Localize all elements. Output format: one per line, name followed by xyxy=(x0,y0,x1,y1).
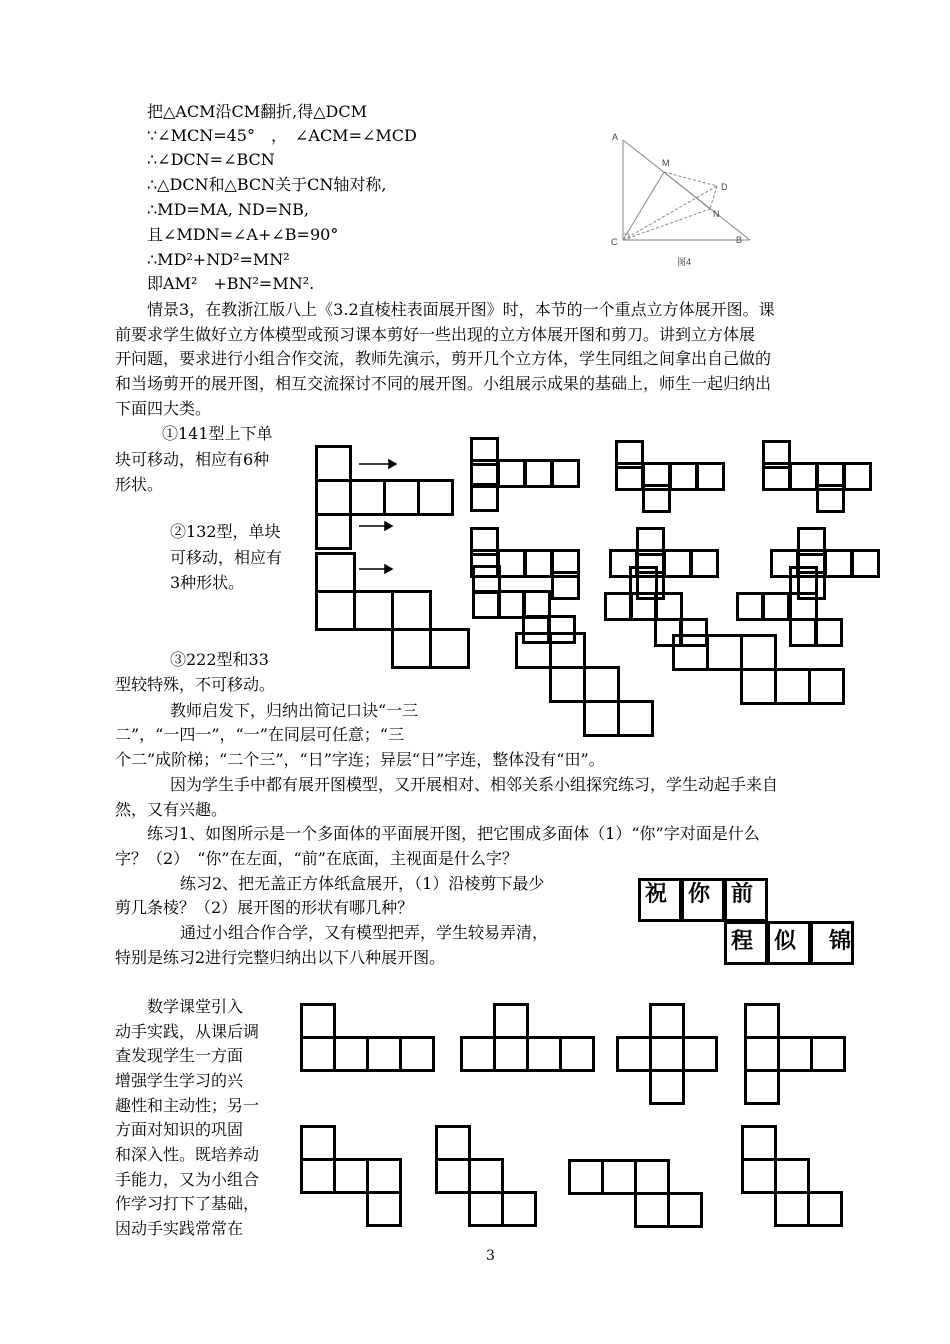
type132-label: 可移动，相应有 xyxy=(170,548,283,567)
paragraph-line: 和深入性。既培养动 xyxy=(115,1145,260,1164)
arrow-icons xyxy=(357,455,397,585)
paragraph-line: 动手实践，从课后调 xyxy=(115,1022,260,1041)
net-cell: 前 xyxy=(724,878,768,922)
paragraph-line: 下面四大类。 xyxy=(115,399,212,418)
paragraph-line: 开问题，要求进行小组合作交流，教师先演示，剪开几个立方体，学生同组之间拿出自己做的 xyxy=(115,349,772,368)
label-b: B xyxy=(736,235,743,245)
model-line: 因为学生手中都有展开图模型，又开展相对、相邻关系小组探究练习，学生动起手来自 xyxy=(170,775,779,794)
paragraph-line: 趣性和主动性；另一 xyxy=(115,1096,260,1115)
label-c: C xyxy=(611,237,618,247)
exercise1-line: 练习1、如图所示是一个多面体的平面展开图，把它围成多面体（1）“你”字对面是什么 xyxy=(147,824,760,843)
net-cell: 锦 xyxy=(810,921,854,965)
label-m: M xyxy=(662,158,670,168)
proof-line: 且∠MDN=∠A+∠B=90° xyxy=(147,225,339,244)
net-cell: 祝 xyxy=(638,878,682,922)
proof-line: ∵∠MCN=45° ， ∠ACM=∠MCD xyxy=(147,126,417,145)
paragraph-line: 数学课堂引入 xyxy=(147,997,244,1016)
model-line: 然，又有兴趣。 xyxy=(115,800,228,819)
type222-label: ③222型和33 xyxy=(170,650,269,669)
paragraph-line: 查发现学生一方面 xyxy=(115,1046,244,1065)
proof-line: 即AM² +BN²=MN². xyxy=(147,274,315,293)
paragraph-line: 增强学生学习的兴 xyxy=(115,1071,244,1090)
rhyme-line: 二”，“一四一”，“一”在同层可任意；“三 xyxy=(115,725,405,744)
type132-label: ②132型，单块 xyxy=(170,522,281,541)
label-d: D xyxy=(721,182,728,192)
page-number: 3 xyxy=(486,1248,495,1264)
group-line: 通过小组合作合学，又有模型把弄，学生较易弄清， xyxy=(180,923,549,942)
exercise1-line: 字？（2） “你”在左面，“前”在底面，主视面是什么字？ xyxy=(115,849,518,868)
net-cell: 程 xyxy=(724,921,768,965)
paragraph-line: 情景3，在教浙江版八上《3.2直棱柱表面展开图》时，本节的一个重点立方体展开图。课 xyxy=(147,300,775,319)
paragraph-line: 手能力，又为小组合 xyxy=(115,1170,260,1189)
group-line: 特别是练习2进行完整归纳出以下八种展开图。 xyxy=(115,948,446,967)
net-cell: 你 xyxy=(681,878,725,922)
type141-label: 块可移动，相应有6种 xyxy=(115,450,270,469)
paragraph-line: 方面对知识的巩固 xyxy=(115,1120,244,1139)
paragraph-line: 作学习打下了基础， xyxy=(115,1194,260,1213)
proof-line: 把△ACM沿CM翻折,得△DCM xyxy=(147,102,367,121)
type132-label: 3种形状。 xyxy=(170,573,245,592)
proof-line: ∴∠DCN=∠BCN xyxy=(147,150,275,169)
label-a: A xyxy=(612,132,619,142)
label-n: N xyxy=(713,209,720,219)
paragraph-line: 因动手实践常常在 xyxy=(115,1219,244,1238)
type141-label: ①141型上下单 xyxy=(162,424,273,443)
proof-line: ∴MD²+ND²=MN² xyxy=(147,250,290,269)
proof-line: ∴MD=MA, ND=NB, xyxy=(147,200,309,219)
exercise2-line: 剪几条棱？（2）展开图的形状有哪几种？ xyxy=(115,898,414,917)
paragraph-line: 前要求学生做好立方体模型或预习课本剪好一些出现的立方体展开图和剪刀。讲到立方体展 xyxy=(115,325,756,344)
rhyme-line: 教师启发下，归纳出简记口诀“一三 xyxy=(170,701,419,720)
rhyme-line: 个二”成阶梯；“二个三”，“日”字连；异层“日”字连，整体没有“田”。 xyxy=(115,750,605,769)
exercise2-line: 练习2、把无盖正方体纸盒展开，（1）沿棱剪下最少 xyxy=(180,874,545,893)
type222-label: 型较特殊，不可移动。 xyxy=(115,675,276,694)
proof-line: ∴△DCN和△BCN关于CN轴对称, xyxy=(147,175,387,194)
paragraph-line: 和当场剪开的展开图，相互交流探讨不同的展开图。小组展示成果的基础上，师生一起归纳出 xyxy=(115,374,772,393)
net-cell: 似 xyxy=(767,921,811,965)
type141-label: 形状。 xyxy=(115,475,164,494)
triangle-figure-4 xyxy=(600,120,770,270)
figure-caption: 图4 xyxy=(677,257,692,267)
